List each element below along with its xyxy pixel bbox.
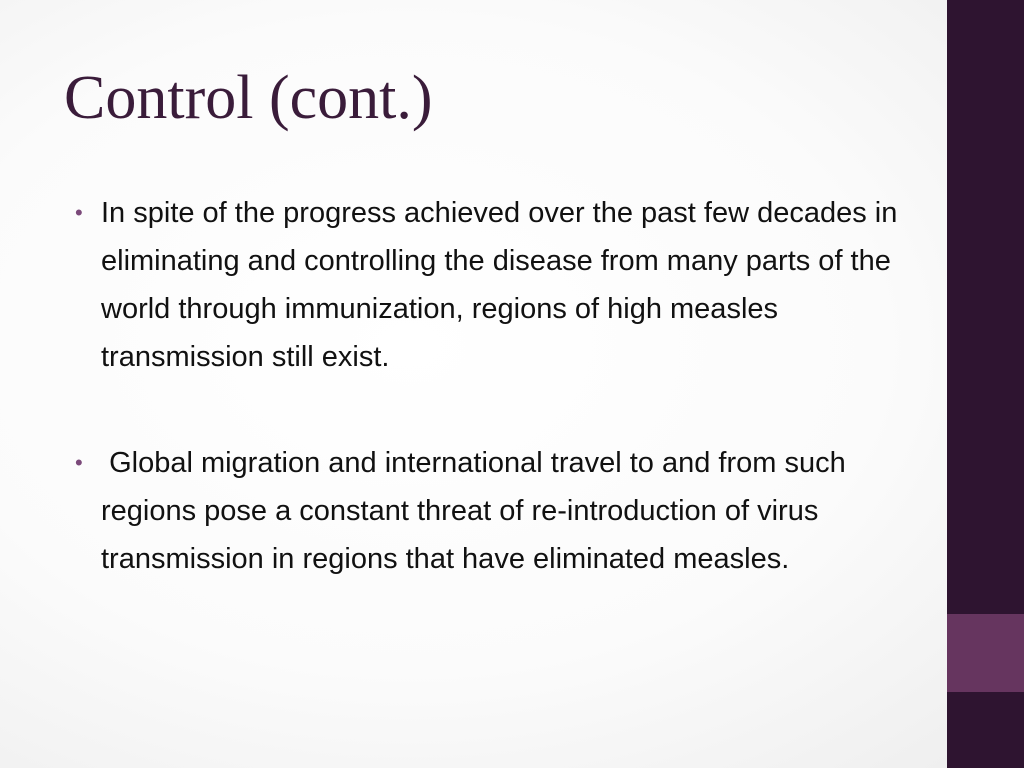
bullet-icon: •	[75, 200, 83, 225]
bullet-list	[73, 189, 906, 641]
side-bar-accent	[947, 614, 1024, 692]
slide-title: Control (cont.)	[64, 64, 433, 132]
bullet-icon: •	[75, 450, 83, 475]
bullet-item	[73, 439, 903, 583]
bullet-text: In spite of the progress achieved over the past few decades in eliminating and controlling the disease from many parts of the world through immunization, regions of high measles transmission still exist.	[101, 197, 906, 373]
bullet-item	[73, 189, 906, 381]
bullet-text: Global migration and international travel to and from such regions pose a constant threat of re-introduction of virus transmission in regions that have eliminated measles.	[101, 447, 854, 575]
